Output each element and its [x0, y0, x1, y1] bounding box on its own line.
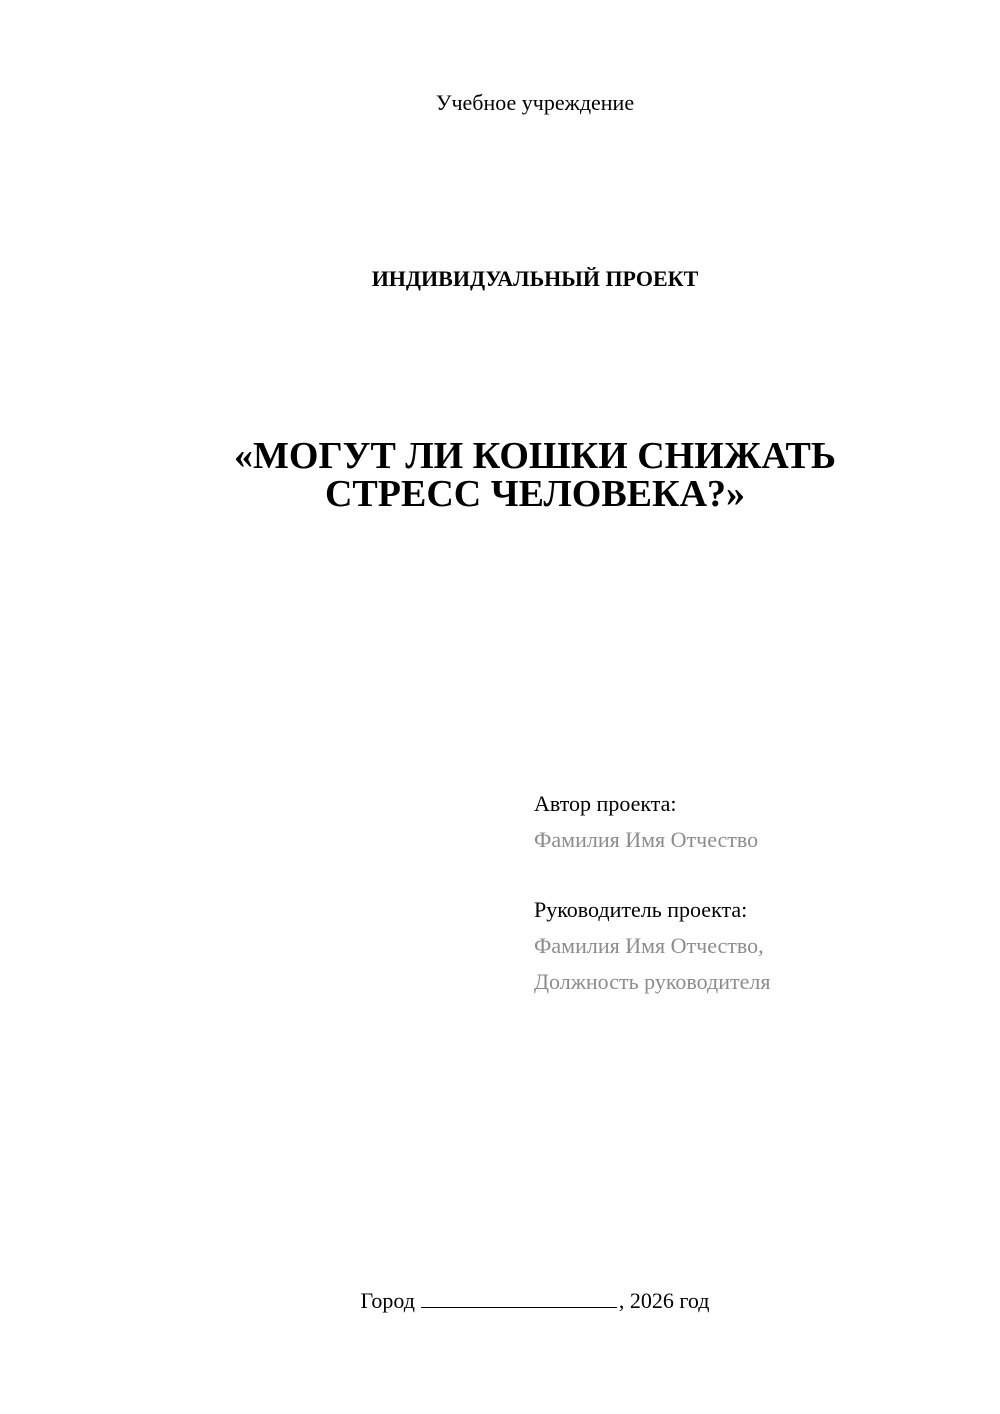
supervisor-name-placeholder: Фамилия Имя Отчество, [534, 933, 764, 958]
project-title-line-1: «МОГУТ ЛИ КОШКИ СНИЖАТЬ [234, 435, 836, 477]
supervisor-label: Руководитель проекта: [534, 897, 748, 922]
author-name-placeholder: Фамилия Имя Отчество [534, 827, 759, 852]
footer-city-year [0, 1288, 1000, 1314]
author-block [534, 786, 758, 858]
supervisor-position-placeholder: Должность руководителя [534, 969, 771, 994]
supervisor-block [534, 892, 770, 1000]
year-text: , 2026 год [618, 1288, 710, 1313]
city-label: Город [360, 1288, 415, 1313]
city-blank-line [421, 1288, 617, 1308]
institution-name: Учебное учреждение [435, 90, 635, 115]
project-type-heading: ИНДИВИДУАЛЬНЫЙ ПРОЕКТ [371, 266, 699, 291]
project-title [0, 437, 1000, 513]
project-title-line-2: СТРЕСС ЧЕЛОВЕКА?» [324, 473, 746, 515]
author-label: Автор проекта: [534, 791, 677, 816]
